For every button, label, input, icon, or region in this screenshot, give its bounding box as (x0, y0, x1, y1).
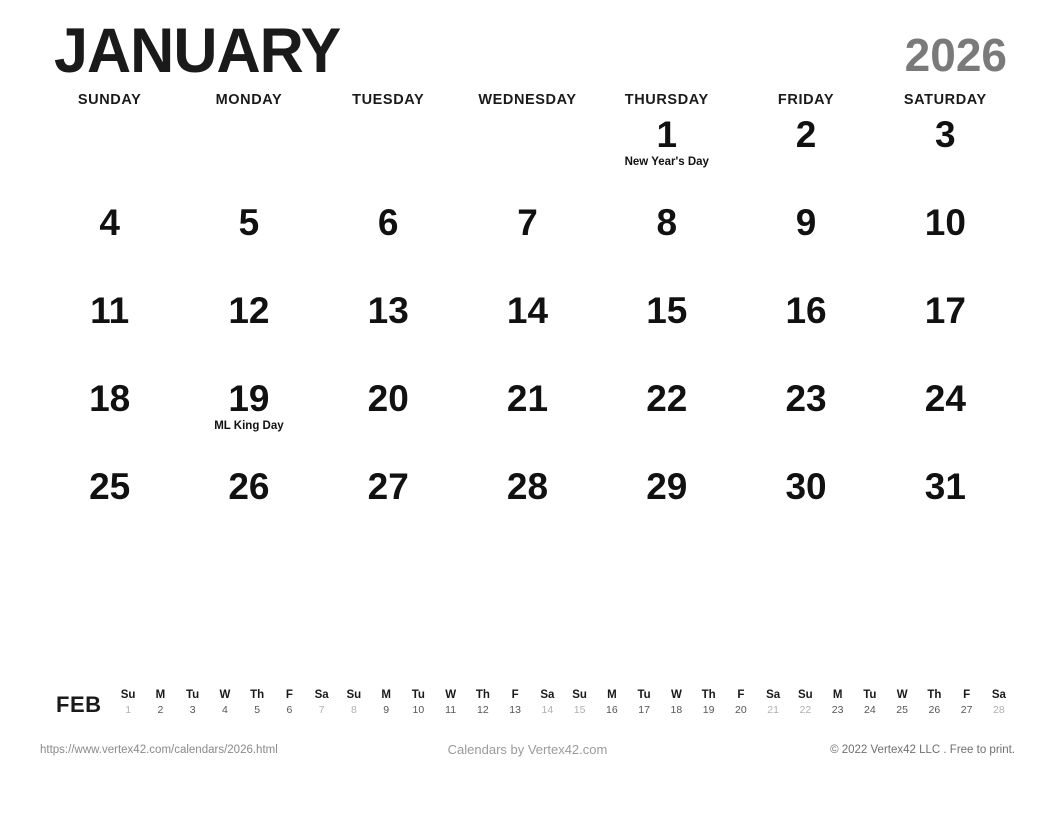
mini-day-number: 21 (767, 703, 779, 716)
mini-dow-label: Sa (991, 689, 1006, 701)
mini-day-number: 15 (573, 703, 586, 716)
calendar-day-cell[interactable] (319, 202, 458, 290)
weekday-header-monday: MONDAY (215, 92, 283, 108)
mini-day-number: 8 (350, 703, 357, 716)
mini-day-number: 5 (254, 703, 261, 716)
mini-day-number: 28 (993, 703, 1005, 716)
mini-day-cell[interactable] (177, 688, 209, 718)
mini-day-number: 19 (702, 703, 715, 716)
mini-day-cell[interactable] (338, 688, 370, 718)
mini-day-cell[interactable] (467, 688, 499, 718)
mini-dow-label: Th (927, 689, 942, 701)
day-number: 13 (367, 290, 409, 331)
mini-dow-label: W (670, 689, 682, 701)
weekday-header-saturday: SATURDAY (903, 92, 987, 108)
weekday-header-tuesday: TUESDAY (352, 92, 425, 108)
mini-day-cell[interactable] (531, 688, 563, 718)
calendar-day-cell[interactable] (179, 290, 318, 378)
weekday-header-sunday: SUNDAY (77, 92, 142, 108)
mini-day-number: 17 (638, 703, 650, 716)
mini-dow-label: Su (120, 689, 136, 701)
mini-day-number: 27 (960, 703, 973, 716)
mini-dow-label: W (445, 689, 457, 701)
mini-dow-label: Tu (186, 689, 200, 701)
mini-day-cell[interactable] (789, 688, 821, 718)
day-number: 28 (506, 466, 549, 507)
mini-day-number: 13 (509, 703, 521, 716)
calendar-day-cell[interactable] (597, 466, 736, 554)
mini-day-cell[interactable] (144, 688, 176, 718)
calendar-header (40, 0, 1015, 87)
weekday-header-thursday: THURSDAY (624, 92, 709, 108)
calendar-week-row (40, 466, 1015, 554)
calendar-day-cell[interactable] (458, 466, 597, 554)
mini-day-cell[interactable] (822, 688, 854, 718)
mini-day-number: 3 (189, 703, 196, 716)
mini-dow-label: Th (475, 689, 490, 701)
mini-day-number: 10 (412, 703, 425, 716)
mini-dow-label: M (381, 689, 391, 701)
weekday-header-wednesday: WEDNESDAY (478, 92, 577, 108)
day-number: 12 (228, 290, 270, 331)
footer-copyright: © 2022 Vertex42 LLC . Free to print. (830, 743, 1015, 756)
mini-day-cell[interactable] (273, 688, 305, 718)
calendar-week-row (40, 290, 1015, 378)
mini-dow-label: W (219, 689, 231, 701)
mini-dow-label: Sa (314, 689, 329, 701)
mini-day-number: 9 (383, 703, 390, 716)
day-number: 15 (646, 290, 688, 331)
mini-day-number: 16 (606, 703, 618, 716)
calendar-day-cell[interactable] (179, 466, 318, 554)
mini-day-cell[interactable] (499, 688, 531, 718)
mini-day-cell[interactable] (983, 688, 1015, 718)
day-number: 1 (656, 114, 678, 155)
calendar-day-cell[interactable] (876, 114, 1015, 202)
calendar-day-cell[interactable] (179, 114, 318, 202)
mini-dow-label: Th (701, 689, 716, 701)
day-number: 4 (99, 202, 120, 243)
day-number: 8 (656, 202, 678, 243)
mini-dow-label: Sa (540, 689, 555, 701)
day-number: 21 (506, 378, 549, 419)
mini-day-number: 6 (286, 703, 293, 716)
mini-dow-label: Sa (766, 689, 781, 701)
day-number: 27 (367, 466, 409, 507)
weekday-header-row (40, 82, 1015, 114)
day-number: 22 (646, 378, 688, 419)
mini-dow-label: Tu (863, 689, 877, 701)
calendar-day-cell[interactable] (736, 290, 875, 378)
mini-day-cell[interactable] (628, 688, 660, 718)
calendar-day-cell[interactable] (597, 114, 736, 202)
weekday-header-friday: FRIDAY (777, 92, 835, 108)
calendar-day-cell[interactable] (40, 378, 179, 466)
day-number: 14 (506, 290, 549, 331)
day-number: 24 (924, 378, 966, 419)
mini-day-number: 2 (157, 703, 164, 716)
year-label: 2026 (904, 29, 1007, 81)
calendar-day-cell[interactable] (876, 202, 1015, 290)
mini-day-number: 18 (670, 703, 683, 716)
mini-dow-label: M (607, 689, 617, 701)
page-footer (40, 742, 1015, 757)
mini-day-number: 1 (125, 703, 132, 716)
calendar-day-cell[interactable] (179, 378, 318, 466)
calendar-day-cell[interactable] (597, 378, 736, 466)
day-number: 10 (924, 202, 966, 243)
calendar-day-cell[interactable] (179, 202, 318, 290)
mini-day-cell[interactable] (564, 688, 596, 718)
calendar-day-cell[interactable] (876, 466, 1015, 554)
day-event: New Year's Day (624, 155, 709, 168)
day-number: 23 (785, 378, 827, 419)
mini-day-cell[interactable] (241, 688, 273, 718)
mini-day-number: 23 (831, 703, 844, 716)
mini-dow-label: W (896, 689, 908, 701)
mini-dow-label: F (737, 689, 745, 701)
day-number: 29 (646, 466, 688, 507)
day-number: 20 (367, 378, 409, 419)
day-number: 11 (90, 290, 130, 331)
mini-day-cell[interactable] (918, 688, 950, 718)
mini-dow-label: F (285, 689, 293, 701)
calendar-week-row (40, 202, 1015, 290)
day-number: 26 (228, 466, 270, 507)
calendar-day-cell[interactable] (597, 290, 736, 378)
calendar-day-cell[interactable] (40, 202, 179, 290)
day-number: 30 (785, 466, 827, 507)
mini-day-cell[interactable] (854, 688, 886, 718)
mini-month-grid (112, 688, 1015, 718)
mini-dow-label: Su (346, 689, 362, 701)
calendar-day-cell[interactable] (319, 466, 458, 554)
calendar-day-cell[interactable] (736, 202, 875, 290)
mini-day-cell[interactable] (209, 688, 241, 718)
day-number: 18 (89, 378, 131, 419)
calendar-day-cell[interactable] (458, 290, 597, 378)
day-number: 19 (228, 378, 270, 419)
footer-url[interactable]: https://www.vertex42.com/calendars/2026.html (40, 743, 278, 756)
mini-day-cell[interactable] (596, 688, 628, 718)
calendar-week-row (40, 378, 1015, 466)
mini-day-cell[interactable] (725, 688, 757, 718)
calendar-day-cell[interactable] (736, 466, 875, 554)
calendar-day-cell[interactable] (597, 202, 736, 290)
calendar-day-cell[interactable] (458, 378, 597, 466)
calendar-day-cell[interactable] (458, 202, 597, 290)
day-number: 6 (377, 202, 399, 243)
mini-dow-label: F (511, 689, 519, 701)
mini-day-cell[interactable] (402, 688, 434, 718)
calendar-day-cell[interactable] (40, 466, 179, 554)
mini-day-cell[interactable] (306, 688, 338, 718)
day-number: 7 (517, 202, 538, 243)
mini-day-number: 20 (735, 703, 747, 716)
day-event: ML King Day (214, 419, 284, 432)
calendar-day-cell[interactable] (876, 378, 1015, 466)
day-number: 9 (795, 202, 817, 243)
mini-day-cell[interactable] (951, 688, 983, 718)
mini-day-cell[interactable] (757, 688, 789, 718)
calendar-day-cell[interactable] (319, 290, 458, 378)
mini-day-cell[interactable] (886, 688, 918, 718)
day-number: 5 (238, 202, 260, 243)
mini-day-cell[interactable] (693, 688, 725, 718)
calendar-day-cell[interactable] (40, 290, 179, 378)
day-number: 31 (924, 466, 966, 507)
day-number: 16 (785, 290, 827, 331)
calendar-grid (40, 82, 1015, 554)
mini-dow-label: Su (572, 689, 587, 701)
mini-day-number: 24 (864, 703, 876, 716)
mini-day-number: 7 (318, 703, 325, 716)
footer-credit[interactable]: Calendars by Vertex42.com (447, 742, 608, 757)
mini-day-number: 11 (445, 703, 457, 716)
mini-month-strip (40, 688, 1015, 718)
mini-dow-label: M (832, 689, 843, 701)
mini-day-cell[interactable] (112, 688, 144, 718)
calendar-day-cell[interactable] (736, 114, 875, 202)
calendar-day-cell[interactable] (458, 114, 597, 202)
calendar-day-cell[interactable] (40, 114, 179, 202)
calendar-day-cell[interactable] (319, 378, 458, 466)
mini-dow-label: F (963, 689, 971, 701)
mini-day-cell[interactable] (435, 688, 467, 718)
mini-dow-label: Tu (411, 689, 425, 701)
day-number: 17 (924, 290, 966, 331)
mini-day-number: 14 (541, 703, 554, 716)
day-number: 25 (89, 466, 131, 507)
mini-month-label: FEB (56, 692, 102, 717)
mini-day-number: 22 (799, 703, 812, 716)
calendar-day-cell[interactable] (319, 114, 458, 202)
calendar-week-row (40, 114, 1015, 202)
mini-day-number: 4 (221, 703, 228, 716)
mini-dow-label: Tu (637, 689, 651, 701)
mini-day-number: 25 (896, 703, 908, 716)
mini-dow-label: Th (250, 689, 265, 701)
mini-dow-label: M (155, 689, 166, 701)
mini-day-cell[interactable] (660, 688, 692, 718)
calendar-day-cell[interactable] (876, 290, 1015, 378)
day-number: 3 (935, 114, 956, 155)
mini-dow-label: Su (798, 689, 813, 701)
mini-day-number: 26 (928, 703, 941, 716)
page-title: JANUARY (54, 16, 341, 87)
mini-day-number: 12 (477, 703, 489, 716)
mini-day-cell[interactable] (370, 688, 402, 718)
day-number: 2 (795, 114, 817, 155)
calendar-day-cell[interactable] (736, 378, 875, 466)
